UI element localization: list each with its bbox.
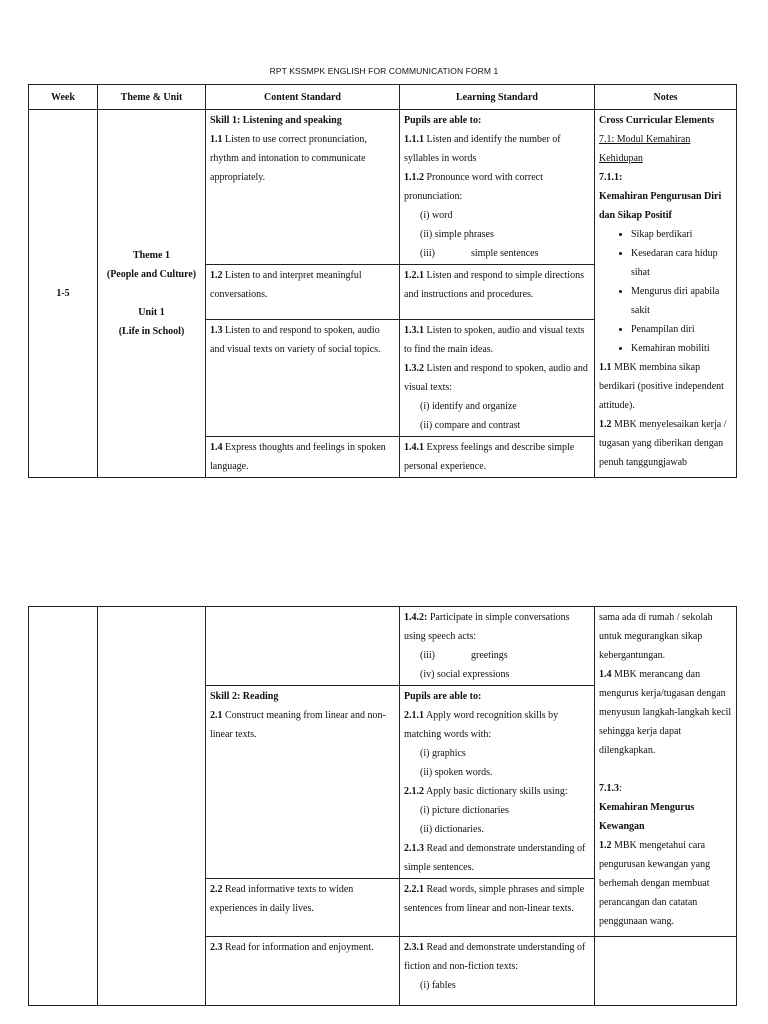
- notes-module-link: 7.1: Modul Kemahiran Kehidupan: [599, 134, 691, 164]
- list-item: • Penampilan diri: [631, 320, 732, 339]
- notes-cell-continued: sama ada di rumah / sekolah untuk megurangkan sikap kebergantungan. 1.4 MBK merancang dan mengurus kerja/tugasan dengan menyusun langkah-langkah kecil sehingga kerja dapat dilengkapkan. 7.1.3: Kemahiran Mengurus Kewangan 1.2 MBK mengetahui cara pengurusan kewangan yang berhemah dengan membuat perancangan dan catatan penggunaan wang.: [595, 607, 737, 937]
- list-item: • Mengurus diri apabila sakit: [631, 282, 732, 320]
- content-standard-1-4: 1.4 Express thoughts and feelings in spoken language.: [206, 437, 400, 478]
- list-item: • Kesedaran cara hidup sihat: [631, 244, 732, 282]
- notes-cell-empty: [595, 937, 737, 1006]
- header-notes: Notes: [595, 85, 737, 110]
- table-header-row: [29, 85, 737, 110]
- list-item: • Sikap berdikari: [631, 225, 732, 244]
- header-theme: Theme & Unit: [98, 85, 206, 110]
- table-row: [29, 110, 737, 265]
- content-standard-1-3: 1.3 Listen to and respond to spoken, audio and visual texts on variety of social topics.: [206, 320, 400, 437]
- scheme-table-page-1: [28, 84, 737, 478]
- scheme-table-page-2: [28, 606, 737, 1006]
- week-cell-continued: [29, 607, 98, 1006]
- learning-standard-1-4: 1.4.1 Express feelings and describe simple personal experience.: [400, 437, 595, 478]
- table-row: [29, 607, 737, 686]
- header-content: Content Standard: [206, 85, 400, 110]
- content-standard-empty: [206, 607, 400, 686]
- learning-standard-1-1: Pupils are able to: 1.1.1 Listen and identify the number of syllables in words 1.1.2 Pronounce word with correct pronunciation: (i) word (ii) simple phrases (iii) simple sentences: [400, 110, 595, 265]
- header-week: Week: [29, 85, 98, 110]
- learning-standard-2-2: 2.2.1 Read words, simple phrases and simple sentences from linear and non-linear texts.: [400, 879, 595, 937]
- theme-cell-continued: [98, 607, 206, 1006]
- content-standard-1-2: 1.2 Listen to and interpret meaningful conversations.: [206, 265, 400, 320]
- learning-standard-2-1: Pupils are able to: 2.1.1 Apply word recognition skills by matching words with: (i) graphics (ii) spoken words. 2.1.2 Apply basic dictionary skills using: (i) picture dictionaries (ii) dictionaries. 2.1.3 Read and demonstrate understanding of simple sentences.: [400, 686, 595, 879]
- notes-cell: Cross Curricular Elements 7.1: Modul Kemahiran Kehidupan 7.1.1: Kemahiran Pengurusan Diri dan Sikap Positif • Sikap berdikari • Kesedaran cara hidup sihat • Mengurus diri apabila sakit • Penampilan diri • Kemahiran mobiliti 1.1 MBK membina sikap berdikari (positive independent attitude). 1.2 MBK menyelesaikan kerja / tugasan yang diberikan dengan penuh tanggungjawab: [595, 110, 737, 478]
- learning-standard-1-2: 1.2.1 Listen and respond to simple directions and instructions and procedures.: [400, 265, 595, 320]
- learning-standard-1-4-2: 1.4.2: Participate in simple conversations using speech acts: (iii) greetings (iv) social expressions: [400, 607, 595, 686]
- content-standard-2-2: 2.2 Read informative texts to widen experiences in daily lives.: [206, 879, 400, 937]
- header-learning: Learning Standard: [400, 85, 595, 110]
- learning-standard-2-3: 2.3.1 Read and demonstrate understanding of fiction and non-fiction texts: (i) fables: [400, 937, 595, 1006]
- theme-cell: Theme 1 (People and Culture) Unit 1 (Life in School): [98, 110, 206, 478]
- content-standard-2-3: 2.3 Read for information and enjoyment.: [206, 937, 400, 1006]
- week-cell: 1-5: [29, 110, 98, 478]
- learning-standard-1-3: 1.3.1 Listen to spoken, audio and visual texts to find the main ideas. 1.3.2 Listen and respond to spoken, audio and visual texts: (i) identify and organize (ii) compare and contrast: [400, 320, 595, 437]
- document-title: RPT KSSMPK ENGLISH FOR COMMUNICATION FORM 1: [269, 66, 499, 76]
- notes-bullet-list: [599, 225, 732, 358]
- list-item: • Kemahiran mobiliti: [631, 339, 732, 358]
- content-standard-2-1: Skill 2: Reading 2.1 Construct meaning from linear and non-linear texts.: [206, 686, 400, 879]
- content-standard-1-1: Skill 1: Listening and speaking 1.1 Listen to use correct pronunciation, rhythm and intonation to communicate appropriately.: [206, 110, 400, 265]
